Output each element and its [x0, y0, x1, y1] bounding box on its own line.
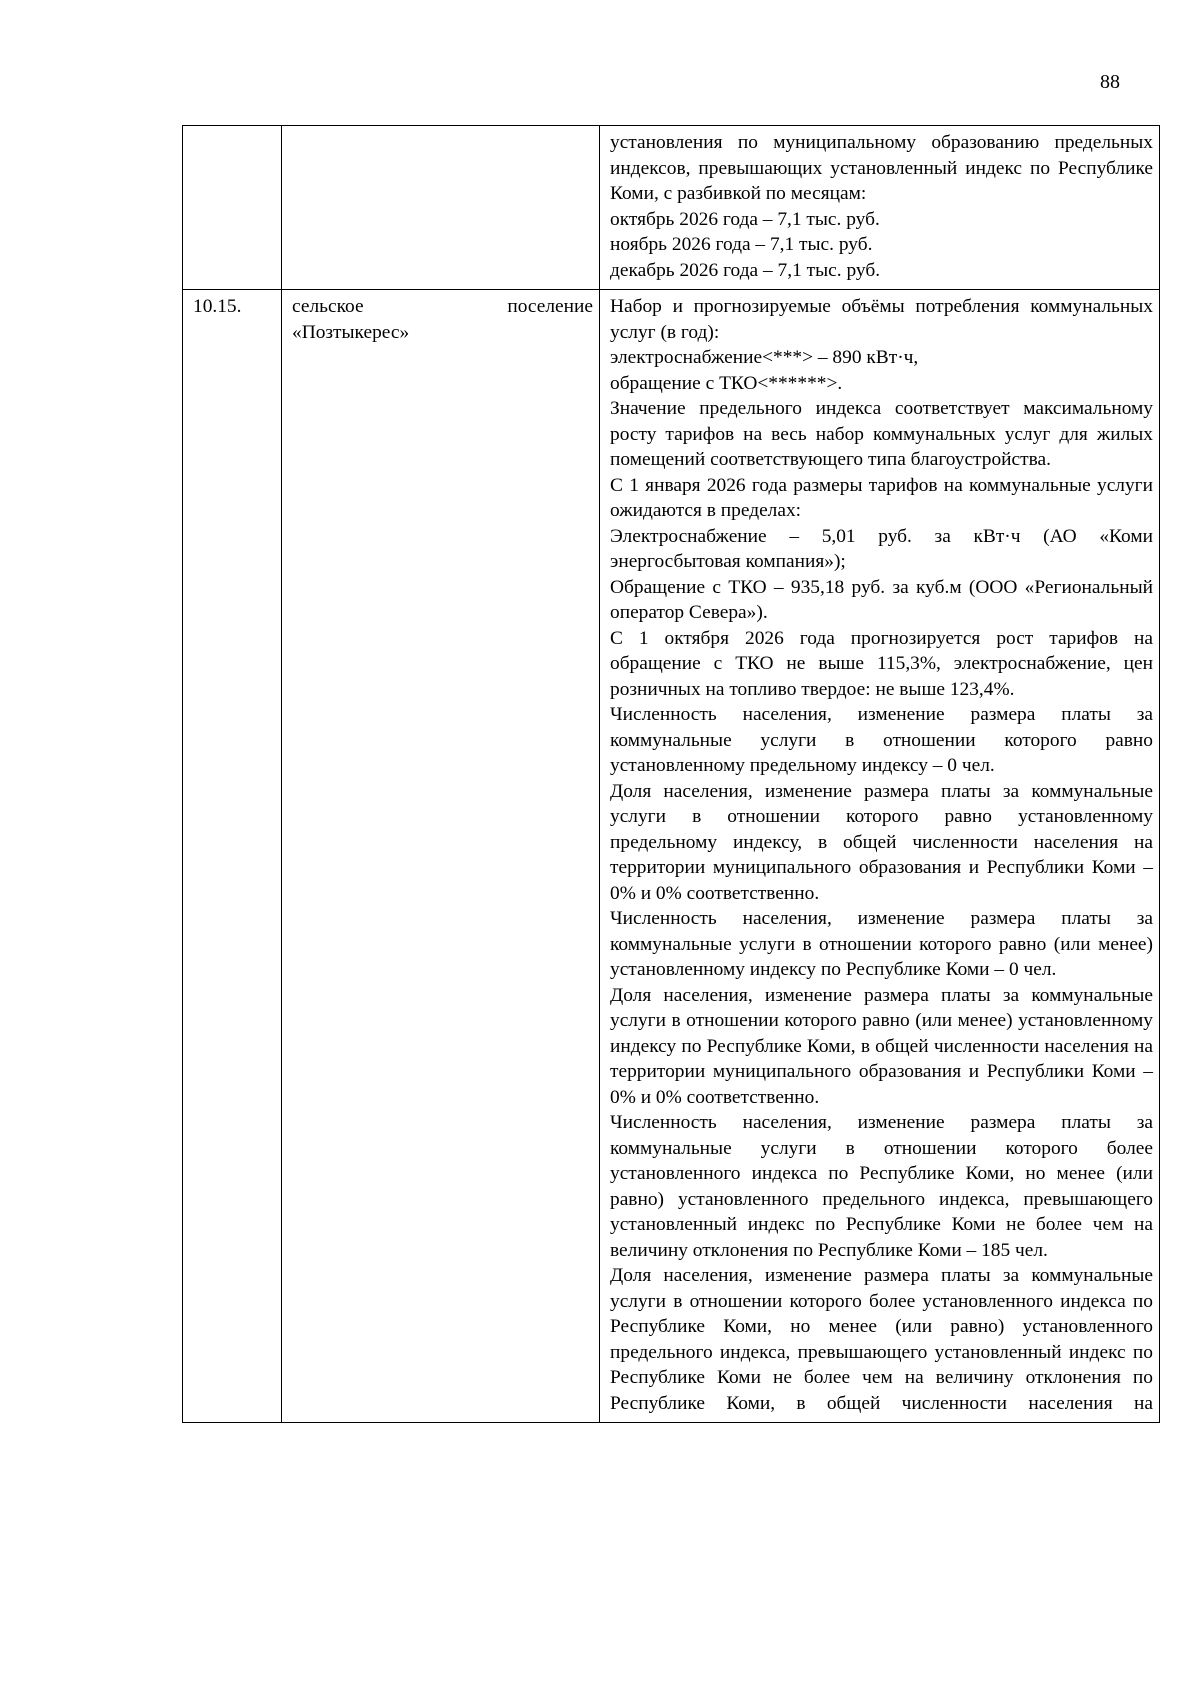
municipality-cell — [282, 126, 600, 290]
document-table — [182, 125, 1160, 1423]
paragraph: С 1 января 2026 года размеры тарифов на коммунальные услуги ожидаются в пределах: — [610, 474, 1153, 521]
municipality-cell — [282, 290, 600, 1423]
paragraph: Численность населения, изменение размера платы за коммунальные услуги в отношении которого равно (или менее) установленному индексу по Республике Коми – 0 чел. — [610, 908, 1153, 980]
table-row — [183, 290, 1160, 1423]
row-number-cell — [183, 126, 282, 290]
paragraph: декабрь 2026 года – 7,1 тыс. руб. — [610, 259, 881, 281]
page-number: 88 — [1100, 71, 1120, 93]
description-cell — [600, 290, 1160, 1423]
paragraph: Доля населения, изменение размера платы за коммунальные услуги в отношении которого равно установленному предельному индексу, в общей численности населения на территории муниципального образования и Республики Коми – 0% и 0% соответственно. — [610, 780, 1153, 904]
paragraph: Доля населения, изменение размера платы за коммунальные услуги в отношении которого более установленного индекса по Республике Коми, но менее (или равно) установленного предельного индекса, превышающего установленный индекс по Республике Коми не более чем на величину отклонения по Республике Коми, в общей численности населения на — [610, 1265, 1153, 1414]
paragraph: Доля населения, изменение размера платы за коммунальные услуги в отношении которого равно (или менее) установленному индексу по Республике Коми, в общей численности населения на территории муниципального образования и Республики Коми – 0% и 0% соответственно. — [610, 984, 1153, 1108]
paragraph: Значение предельного индекса соответствует максимальному росту тарифов на весь набор коммунальных услуг для жилых помещений соответствующего типа благоустройства. — [610, 398, 1153, 470]
paragraph: С 1 октября 2026 года прогнозируется рост тарифов на обращение с ТКО не выше 115,3%, электроснабжение, цен розничных на топливо твердое: не выше 123,4%. — [610, 627, 1153, 700]
paragraph: Набор и прогнозируемые объёмы потребления коммунальных услуг (в год): — [610, 296, 1153, 343]
paragraph: обращение с ТКО<******>. — [610, 372, 843, 394]
paragraph: октябрь 2026 года – 7,1 тыс. руб. — [610, 208, 880, 230]
paragraph: электроснабжение<***> – 890 кВт·ч, — [610, 347, 919, 368]
municipality-name-line1: сельское поселение — [292, 296, 593, 317]
row-number-cell: 10.15. — [183, 290, 282, 1423]
municipality-name-line2: «Позтыкерес» — [292, 321, 410, 343]
paragraph: Обращение с ТКО – 935,18 руб. за куб.м (ООО «Региональный оператор Севера»). — [610, 576, 1153, 623]
paragraph: ноябрь 2026 года – 7,1 тыс. руб. — [610, 234, 873, 255]
description-cell — [600, 126, 1160, 290]
paragraph: Электроснабжение – 5,01 руб. за кВт·ч (АО «Коми энергосбытовая компания»); — [610, 525, 1153, 572]
table-row — [183, 126, 1160, 290]
paragraph: Численность населения, изменение размера платы за коммунальные услуги в отношении которого равно установленному предельному индексу – 0 чел. — [610, 704, 1153, 776]
paragraph: Численность населения, изменение размера платы за коммунальные услуги в отношении которого более установленного индекса по Республике Коми, но менее (или равно) установленного предельного индекса, превышающего установленный индекс по Республике Коми не более чем на величину отклонения по Республике Коми – 185 чел. — [610, 1112, 1153, 1261]
paragraph: установления по муниципальному образованию предельных индексов, превышающих установленный индекс по Республике Коми, с разбивкой по месяцам: — [610, 132, 1153, 204]
